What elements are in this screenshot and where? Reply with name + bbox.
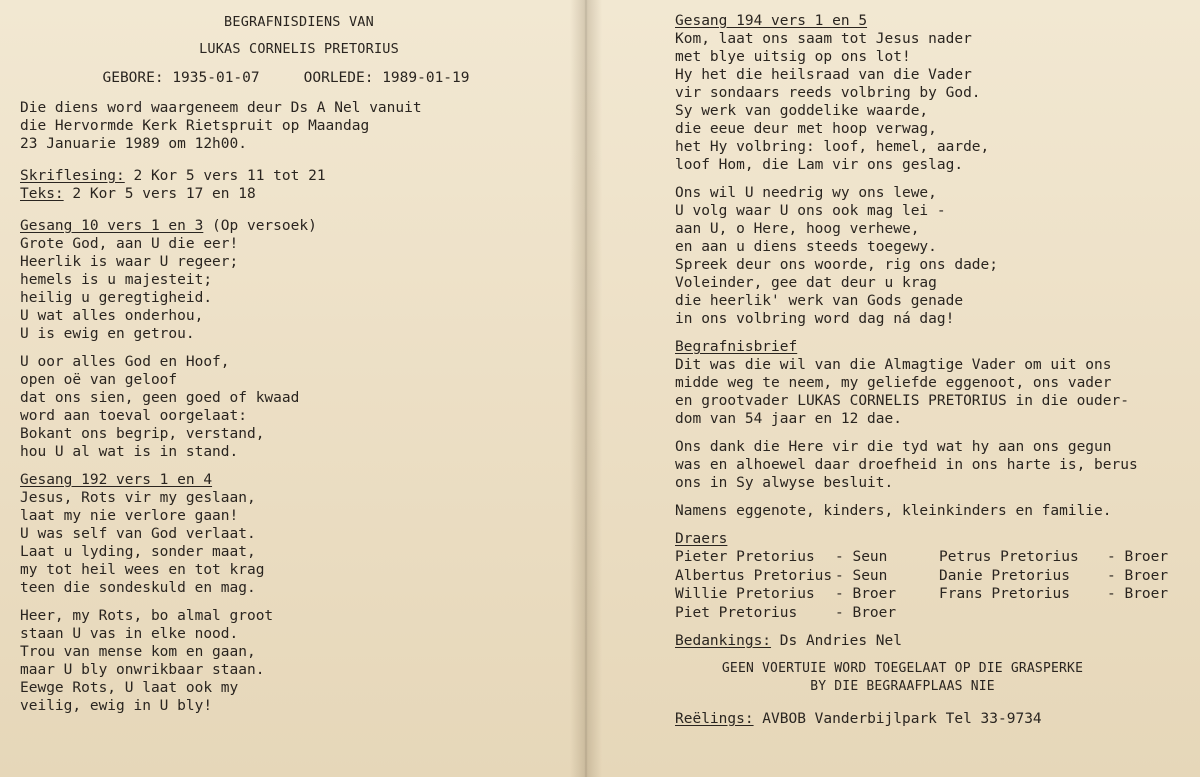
text-label: Teks: (20, 186, 64, 202)
scripture-reading (20, 167, 578, 185)
text-line: U wat alles onderhou, (20, 308, 204, 324)
pallbearer-row (675, 585, 1168, 604)
text-line: die Hervormde Kerk Rietspruit op Maandag (20, 118, 370, 134)
pallbearer-relation: - Broer (1107, 549, 1169, 565)
text-line: Sy werk van goddelike waarde, (675, 103, 929, 119)
text-line: Kom, laat ons saam tot Jesus nader (675, 31, 972, 47)
acknowledgements-label: Bedankings: (675, 633, 772, 649)
text-line: Eewge Rots, U laat ook my (20, 680, 239, 696)
text-line: my tot heil wees en tot krag (20, 562, 265, 578)
funeral-letter-paragraph-2 (675, 438, 1194, 492)
hymn-192-title: Gesang 192 vers 1 en 4 (20, 472, 213, 488)
text-value: 2 Kor 5 vers 17 en 18 (63, 186, 256, 202)
pallbearers-table (675, 548, 1168, 622)
pallbearer-name (939, 604, 1107, 623)
text-line: U was self van God verlaat. (20, 526, 256, 542)
pallbearer-relation: - Seun (835, 567, 888, 584)
scripture-value: 2 Kor 5 vers 11 tot 21 (124, 168, 326, 184)
hymn-10-heading (20, 217, 578, 235)
hymn-10-verse-3 (20, 353, 578, 461)
text-line: Trou van mense kom en gaan, (20, 644, 256, 660)
text-line: hou U al wat is in stand. (20, 444, 239, 460)
pallbearer-relation: - Broer (835, 604, 897, 621)
text-line: dat ons sien, geen goed of kwaad (20, 390, 300, 406)
hymn-192-verse-1 (20, 489, 578, 597)
text-line: midde weg te neem, my geliefde eggenoot, ons vader (675, 375, 1112, 391)
arrangements (675, 710, 1194, 728)
text-line: Heer, my Rots, bo almal groot (20, 608, 274, 624)
arrangements-value: AVBOB Vanderbijlpark Tel 33-9734 (753, 711, 1042, 727)
text-line: hemels is u majesteit; (20, 272, 213, 288)
text-line: aan U, o Here, hoog verhewe, (675, 221, 920, 237)
text-line: die eeue deur met hoop verwag, (675, 121, 937, 137)
pallbearer-relation: - Broer (1107, 567, 1169, 584)
vehicle-notice-line-1: GEEN VOERTUIE WORD TOEGELAAT OP DIE GRASPERKE (721, 661, 1084, 676)
text-line: teen die sondeskuld en mag. (20, 580, 256, 596)
hymn-10-note: (Op versoek) (203, 218, 317, 234)
text-line: in ons volbring word dag ná dag! (675, 311, 955, 327)
deceased-name: LUKAS CORNELIS PRETORIUS (199, 41, 399, 57)
text-line: open oë van geloof (20, 372, 178, 388)
family-signature: Namens eggenote, kinders, kleinkinders en familie. (675, 503, 1112, 519)
text-line: vir sondaars reeds volbring by God. (675, 85, 981, 101)
hymn-194-title: Gesang 194 vers 1 en 5 (675, 13, 868, 29)
pallbearer-row (675, 604, 1168, 623)
hymn-10-verse-1 (20, 235, 578, 343)
text-line: U is ewig en getrou. (20, 326, 195, 342)
hymn-194-heading (675, 12, 1194, 30)
pallbearers-heading (675, 530, 1194, 548)
text-line: het Hy volbring: loof, hemel, aarde, (675, 139, 990, 155)
text-line: U oor alles God en Hoof, (20, 354, 230, 370)
death-date: OORLEDE: 1989-01-19 (303, 70, 470, 86)
funeral-letter-paragraph-1 (675, 356, 1194, 428)
text-line: word aan toeval oorgelaat: (20, 408, 247, 424)
text-line: Heerlik is waar U regeer; (20, 254, 239, 270)
pallbearer-name: Petrus Pretorius (939, 549, 1079, 565)
text-line: staan U vas in elke nood. (20, 626, 239, 642)
pallbearers-title: Draers (675, 531, 728, 547)
text-line: en grootvader LUKAS CORNELIS PRETORIUS in die ouder- (675, 393, 1129, 409)
hymn-10-title: Gesang 10 vers 1 en 3 (20, 218, 204, 234)
acknowledgements-value: Ds Andries Nel (771, 633, 902, 649)
pallbearer-name: Danie Pretorius (939, 567, 1070, 584)
hymn-192-heading (20, 471, 578, 489)
pallbearer-relation (1107, 604, 1168, 623)
text-line: ons in Sy alwyse besluit. (675, 475, 894, 491)
text-line: Hy het die heilsraad van die Vader (675, 67, 972, 83)
sermon-text (20, 185, 578, 203)
service-title: BEGRAFNISDIENS VAN (224, 14, 374, 30)
arrangements-label: Reëlings: (675, 711, 754, 727)
text-line: Bokant ons begrip, verstand, (20, 426, 265, 442)
hymn-192-verse-4 (20, 607, 578, 715)
hymn-194-verse-5 (675, 184, 1194, 328)
pallbearer-name: Piet Pretorius (675, 604, 798, 621)
pallbearer-name: Pieter Pretorius (675, 549, 815, 565)
text-line: 23 Januarie 1989 om 12h00. (20, 136, 247, 152)
text-line: Ons wil U needrig wy ons lewe, (675, 185, 937, 201)
text-line: was en alhoewel daar droefheid in ons harte is, berus (675, 457, 1138, 473)
pallbearer-row (675, 548, 1168, 567)
text-line: Jesus, Rots vir my geslaan, (20, 490, 256, 506)
text-line: heilig u geregtigheid. (20, 290, 213, 306)
pallbearer-name: Albertus Pretorius (675, 567, 833, 584)
pallbearer-name: Willie Pretorius (675, 586, 815, 602)
acknowledgements (675, 632, 1194, 650)
scripture-label: Skriflesing: (20, 168, 125, 184)
text-line: Die diens word waargeneem deur Ds A Nel vanuit (20, 100, 422, 116)
vehicle-notice-line-2: BY DIE BEGRAAFPLAAS NIE (810, 679, 995, 694)
text-line: met blye uitsig op ons lot! (675, 49, 911, 65)
text-line: Grote God, aan U die eer! (20, 236, 239, 252)
text-line: loof Hom, die Lam vir ons geslag. (675, 157, 964, 173)
text-line: veilig, ewig in U bly! (20, 698, 213, 714)
funeral-letter-title: Begrafnisbrief (675, 339, 798, 355)
pallbearer-relation: - Broer (1107, 586, 1169, 602)
pallbearer-name: Frans Pretorius (939, 586, 1070, 602)
dates-row (20, 68, 578, 89)
text-line: en aan u diens steeds toegewy. (675, 239, 937, 255)
pallbearer-row (675, 567, 1168, 586)
text-line: U volg waar U ons ook mag lei - (675, 203, 946, 219)
text-line: laat my nie verlore gaan! (20, 508, 239, 524)
text-line: die heerlik' werk van Gods genade (675, 293, 964, 309)
text-line: dom van 54 jaar en 12 dae. (675, 411, 902, 427)
pallbearer-relation: - Seun (835, 549, 888, 565)
hymn-194-verse-1 (675, 30, 1194, 174)
text-line: maar U bly onwrikbaar staan. (20, 662, 265, 678)
page-fold-shadow (570, 0, 602, 777)
right-page (586, 0, 1200, 777)
service-intro (20, 99, 578, 153)
birth-date: GEBORE: 1935-01-07 (102, 70, 260, 86)
left-page (0, 0, 586, 777)
text-line: Ons dank die Here vir die tyd wat hy aan ons gegun (675, 439, 1112, 455)
text-line: Laat u lyding, sonder maat, (20, 544, 256, 560)
text-line: Spreek deur ons woorde, rig ons dade; (675, 257, 999, 273)
text-line: Voleinder, gee dat deur u krag (675, 275, 937, 291)
text-line: Dit was die wil van die Almagtige Vader om uit ons (675, 357, 1112, 373)
pallbearer-relation: - Broer (835, 586, 897, 602)
funeral-letter-heading (675, 338, 1194, 356)
